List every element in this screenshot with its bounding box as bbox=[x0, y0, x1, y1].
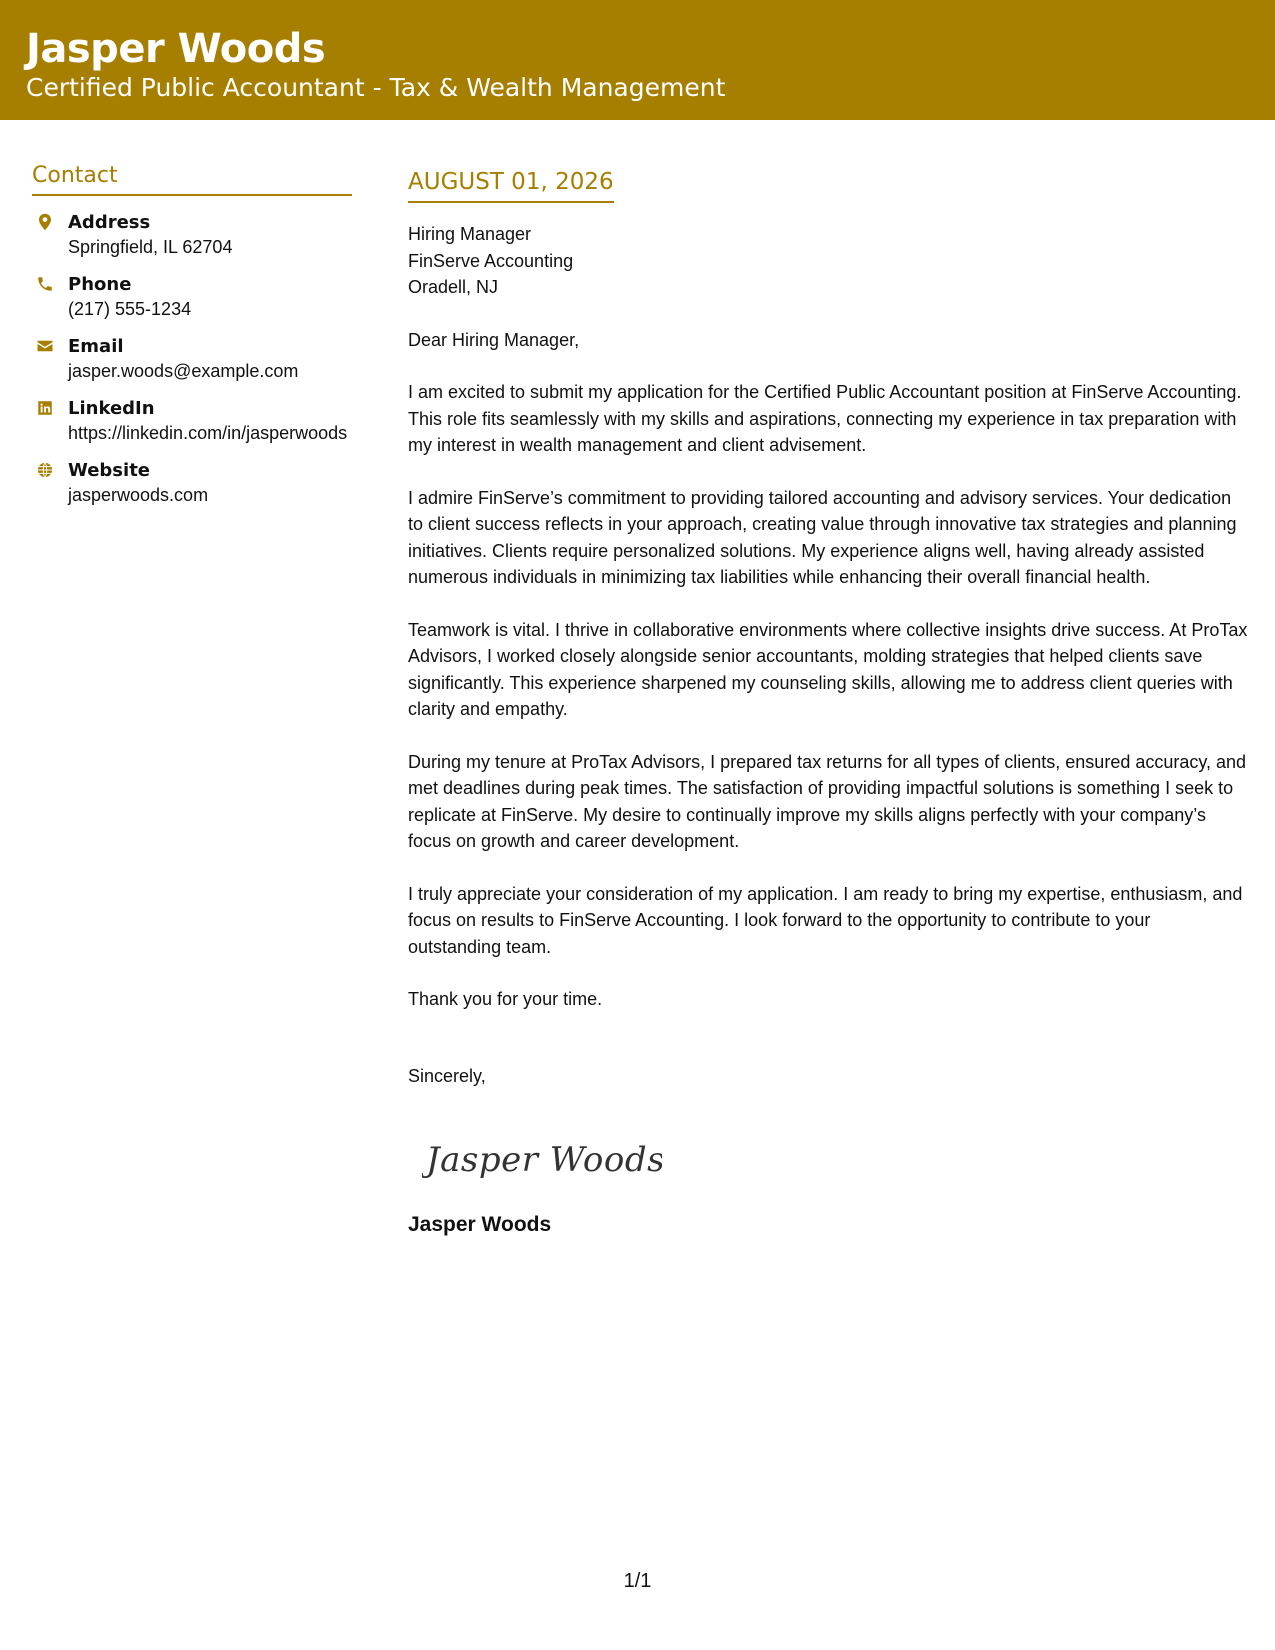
body-paragraph: I truly appreciate your consideration of my application. I am ready to bring my expertise, enthusiasm, and focus on results to FinServe Accounting. I look forward to the opportunity to contribute to your outstanding team. bbox=[408, 883, 1243, 957]
body-paragraph: During my tenure at ProTax Advisors, I prepared tax returns for all types of clients, ensured accuracy, and met deadlines during peak times. The satisfaction of providing impactful solutions is something I seek to replicate at FinServe. My desire to continually improve my skills aligns perfectly with your company’s focus on growth and career development. bbox=[408, 751, 1247, 851]
page-number: 1/1 bbox=[623, 1570, 652, 1592]
contact-label: Website bbox=[68, 460, 151, 481]
recipient-line: FinServe Accounting bbox=[408, 250, 574, 271]
signature-name: Jasper Woods bbox=[408, 1212, 552, 1236]
body-paragraph: I am excited to submit my application for the Certified Public Accountant position at FinServe Accounting. This role fits seamlessly with my skills and aspirations, connecting my experience in tax preparation with my interest in wealth management and client advisement. bbox=[408, 382, 1242, 455]
body-paragraph: I admire FinServe’s commitment to providing tailored accounting and advisory services. Your dedication to client success reflects in your approach, creating value through innovative tax strategies and planning initiatives. Clients require personalized solutions. My experience aligns well, having already assisted numerous individuals in minimizing tax liabilities while enhancing their overall financial health. bbox=[408, 487, 1237, 587]
globe-icon bbox=[32, 458, 68, 508]
header-banner bbox=[0, 0, 1275, 120]
contact-website bbox=[32, 458, 352, 508]
contact-value[interactable]: https://linkedin.com/in/jasperwoods bbox=[68, 423, 348, 443]
applicant-name: Jasper Woods bbox=[26, 26, 326, 72]
recipient-block bbox=[408, 221, 1248, 301]
contact-linkedin bbox=[32, 396, 352, 446]
recipient-line: Hiring Manager bbox=[408, 224, 532, 244]
contact-label: Email bbox=[68, 336, 124, 357]
linkedin-icon bbox=[32, 396, 68, 446]
body-paragraph: Teamwork is vital. I thrive in collaborative environments where collective insights drive success. At ProTax Advisors, I worked closely alongside senior accountants, molding strategies that helped clients save significantly. This experience sharpened my counseling skills, allowing me to address client queries with clarity and empathy. bbox=[408, 619, 1248, 719]
envelope-icon bbox=[32, 334, 68, 384]
contact-address bbox=[32, 210, 352, 260]
letter-body bbox=[408, 166, 1248, 1239]
contact-value[interactable]: jasper.woods@example.com bbox=[68, 361, 299, 381]
contact-value: Springfield, IL 62704 bbox=[68, 237, 233, 257]
map-pin-icon bbox=[32, 210, 68, 260]
signature-text: Jasper Woods bbox=[426, 1140, 662, 1180]
contact-email bbox=[32, 334, 352, 384]
applicant-title: Certified Public Accountant - Tax & Wealth Management bbox=[26, 73, 726, 102]
signature-image bbox=[422, 1129, 662, 1189]
contact-sidebar bbox=[32, 160, 352, 520]
body-paragraph: Thank you for your time. bbox=[408, 989, 603, 1009]
contact-value[interactable]: jasperwoods.com bbox=[68, 485, 209, 505]
recipient-line: Oradell, NJ bbox=[408, 277, 499, 297]
letter-date: AUGUST 01, 2026 bbox=[408, 166, 614, 203]
contact-phone bbox=[32, 272, 352, 322]
contact-value: (217) 555-1234 bbox=[68, 299, 192, 319]
phone-icon bbox=[32, 272, 68, 322]
contact-label: LinkedIn bbox=[68, 398, 155, 419]
contact-heading: Contact bbox=[32, 160, 352, 196]
salutation: Dear Hiring Manager, bbox=[408, 329, 580, 350]
contact-label: Phone bbox=[68, 274, 132, 295]
closing: Sincerely, bbox=[408, 1065, 486, 1086]
contact-label: Address bbox=[68, 212, 151, 233]
